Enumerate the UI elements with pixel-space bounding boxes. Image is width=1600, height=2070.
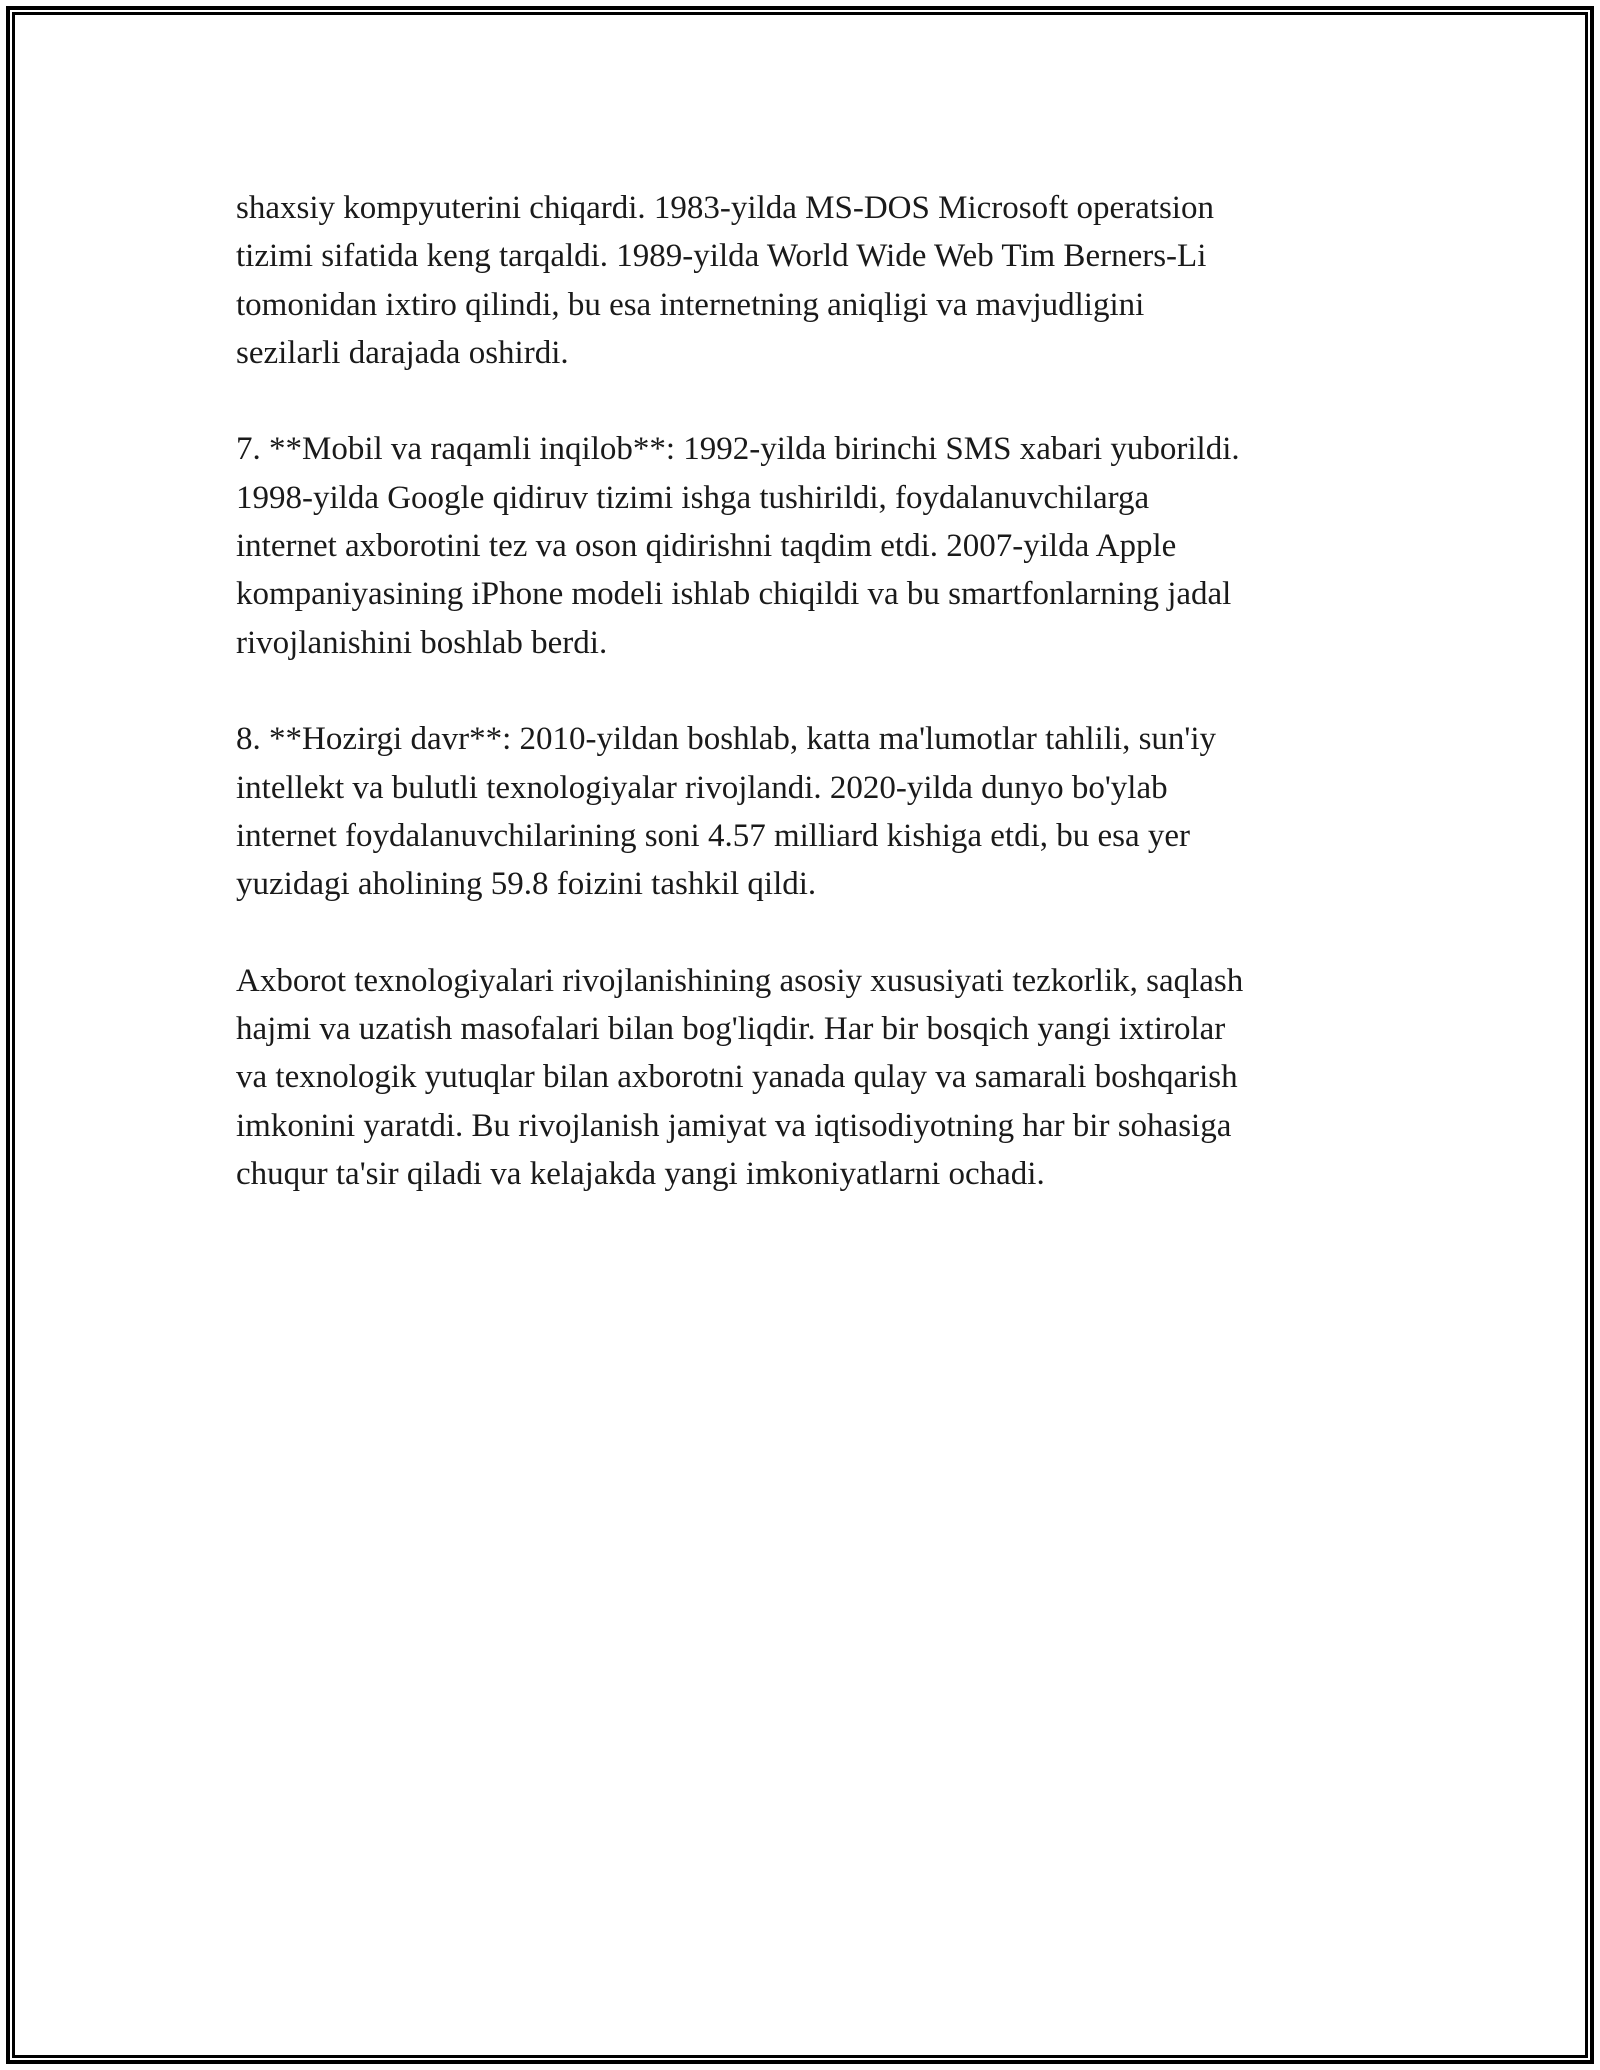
paragraph-conclusion: Axborot texnologiyalari rivojlanishining asosiy xususiyati tezkorlik, saqlash hajmi va uzatish masofalari bilan bog'liqdir. Har bir bosqich yangi ixtirolar va texnologik yutuqlar bilan axborotni yanada qulay va samarali boshqarish imkonini yaratdi. Bu rivojlanish jamiyat va iqtisodiyotning har bir sohasiga chuqur ta'sir qiladi va kelajakda yangi imkoniyatlarni ochadi. xyxy=(236,962,1244,1192)
paragraph-mobile-revolution: 7. **Mobil va raqamli inqilob**: 1992-yilda birinchi SMS xabari yuborildi. 1998-yilda Google qidiruv tizimi ishga tushirildi, foydalanuvchilarga internet axborotini tez va oson qidirishni taqdim etdi. 2007-yilda Apple kompaniyasining iPhone modeli ishlab chiqildi va bu smartfonlarning jadal rivojlanishini boshlab berdi. xyxy=(236,431,1240,661)
paragraph-present-era: 8. **Hozirgi davr**: 2010-yildan boshlab, katta ma'lumotlar tahlili, sun'iy intellekt va bulutli texnologiyalar rivojlandi. 2020-yilda dunyo bo'ylab internet foydalanuvchilarining soni 4.57 milliard kishiga etdi, bu esa yer yuzidagi aholining 59.8 foizini tashkil qildi. xyxy=(236,721,1217,903)
paragraph-ms-dos-www: shaxsiy kompyuterini chiqardi. 1983-yilda MS-DOS Microsoft operatsion tizimi sifatida keng tarqaldi. 1989-yilda World Wide Web Tim Berners-Li tomonidan ixtiro qilindi, bu esa internetning aniqligi va mavjudligini sezilarli darajada oshirdi. xyxy=(236,190,1214,371)
document-body xyxy=(236,184,1376,1247)
